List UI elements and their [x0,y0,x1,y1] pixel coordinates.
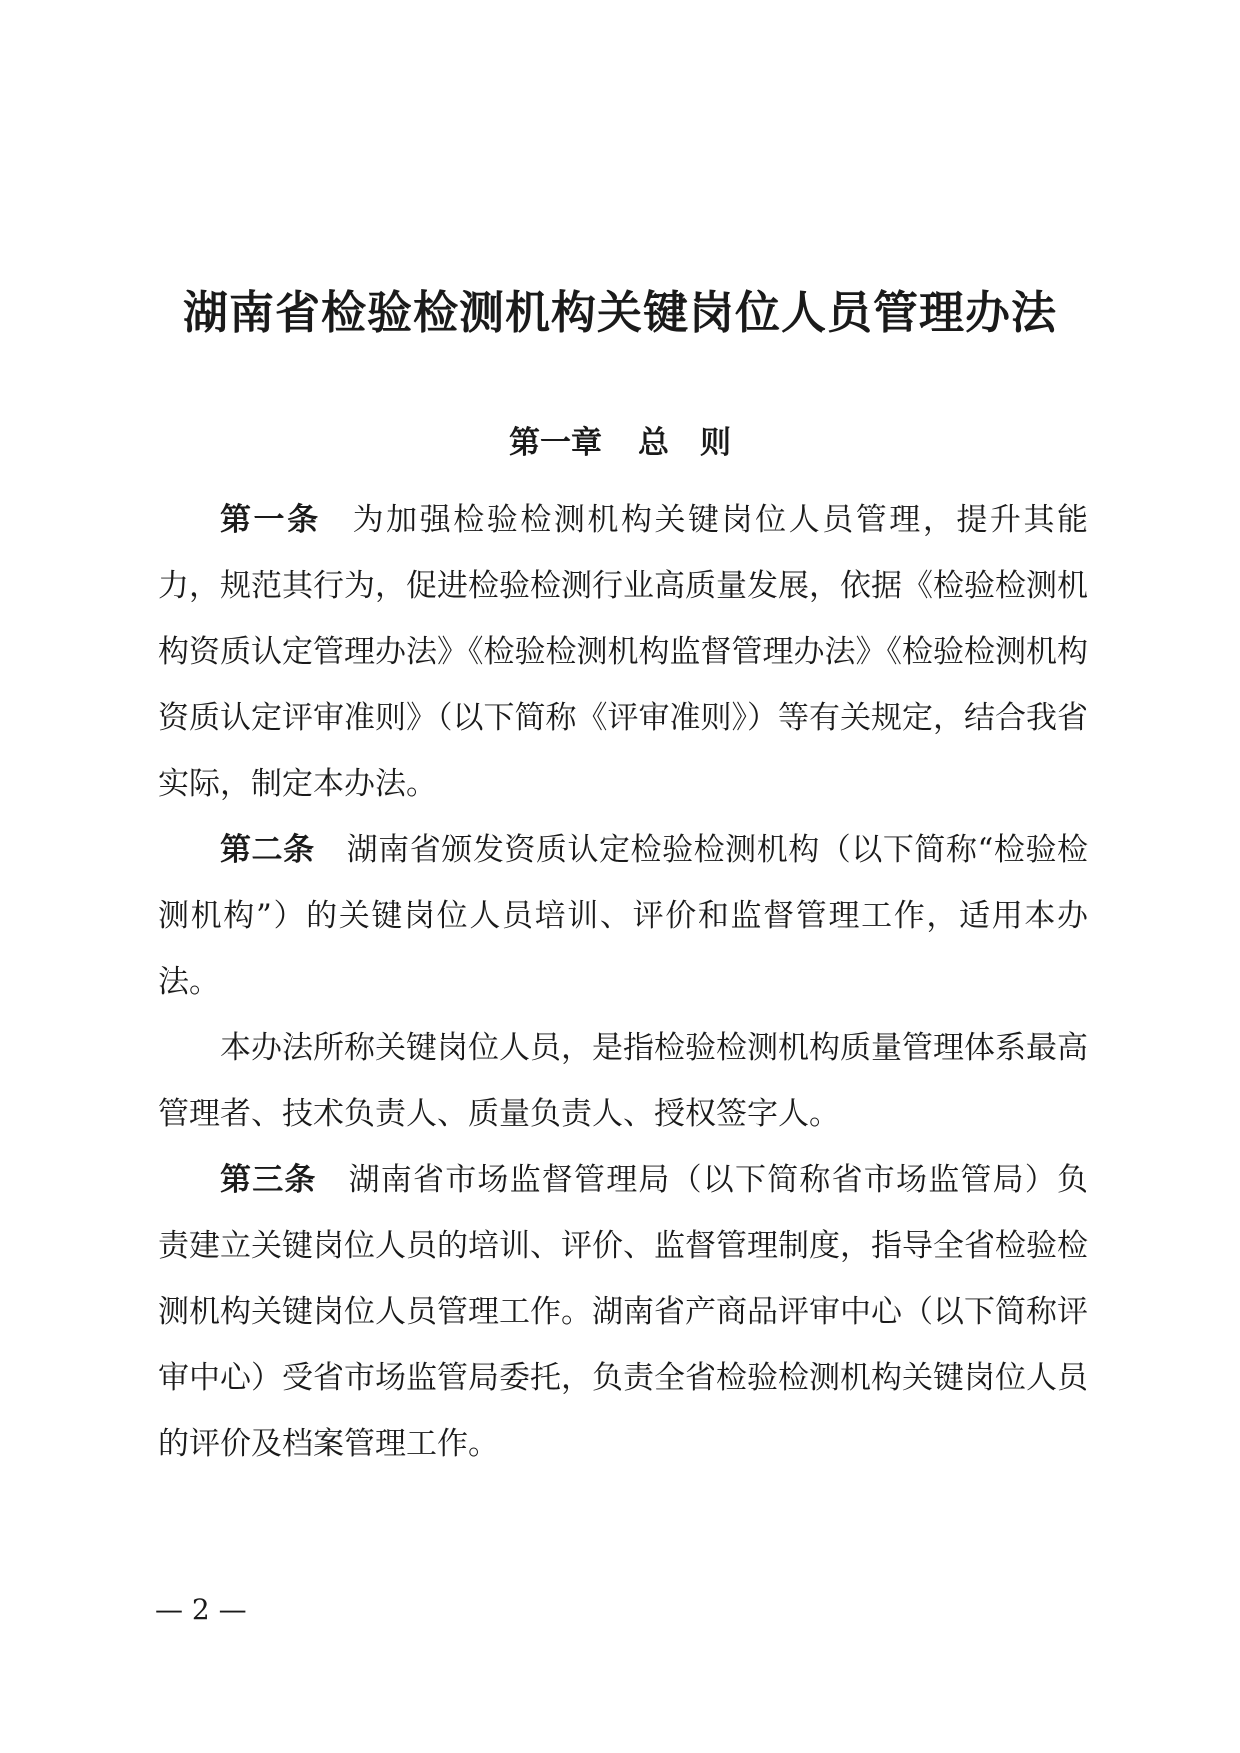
article-2-supplement-text: 本办法所称关键岗位人员，是指检验检测机构质量管理体系最高管理者、技术负责人、质量负责人、授权签字人。 [158,1030,1088,1132]
document-body [158,487,1088,1477]
article-1-paragraph [158,487,1088,817]
article-1-label: 第一条 [220,502,321,538]
chapter-name: 总 则 [638,425,731,461]
article-2-paragraph [158,817,1088,1015]
article-2-text: 湖南省颁发资质认定检验检测机构（以下简称“检验检测机构”）的关键岗位人员培训、评价和监督管理工作，适用本办法。 [158,832,1088,1000]
article-3-paragraph [158,1147,1088,1477]
article-1-text: 为加强检验检测机构关键岗位人员管理，提升其能力，规范其行为，促进检验检测行业高质量发展，依据《检验检测机构资质认定管理办法》《检验检测机构监督管理办法》《检验检测机构资质认定评审准则》（以下简称《评审准则》）等有关规定，结合我省实际，制定本办法。 [158,502,1088,802]
page-number: — 2 — [155,1593,247,1626]
article-2-label: 第二条 [220,832,315,868]
chapter-number: 第一章 [509,425,602,461]
article-2-supplement-paragraph [158,1015,1088,1147]
chapter-heading [140,418,1100,468]
document-title: 湖南省检验检测机构关键岗位人员管理办法 [182,286,1057,339]
article-3-label: 第三条 [220,1162,317,1198]
article-3-text: 湖南省市场监督管理局（以下简称省市场监管局）负责建立关键岗位人员的培训、评价、监督管理制度，指导全省检验检测机构关键岗位人员管理工作。湖南省产商品评审中心（以下简称评审中心）受省市场监管局委托，负责全省检验检测机构关键岗位人员的评价及档案管理工作。 [158,1162,1089,1462]
